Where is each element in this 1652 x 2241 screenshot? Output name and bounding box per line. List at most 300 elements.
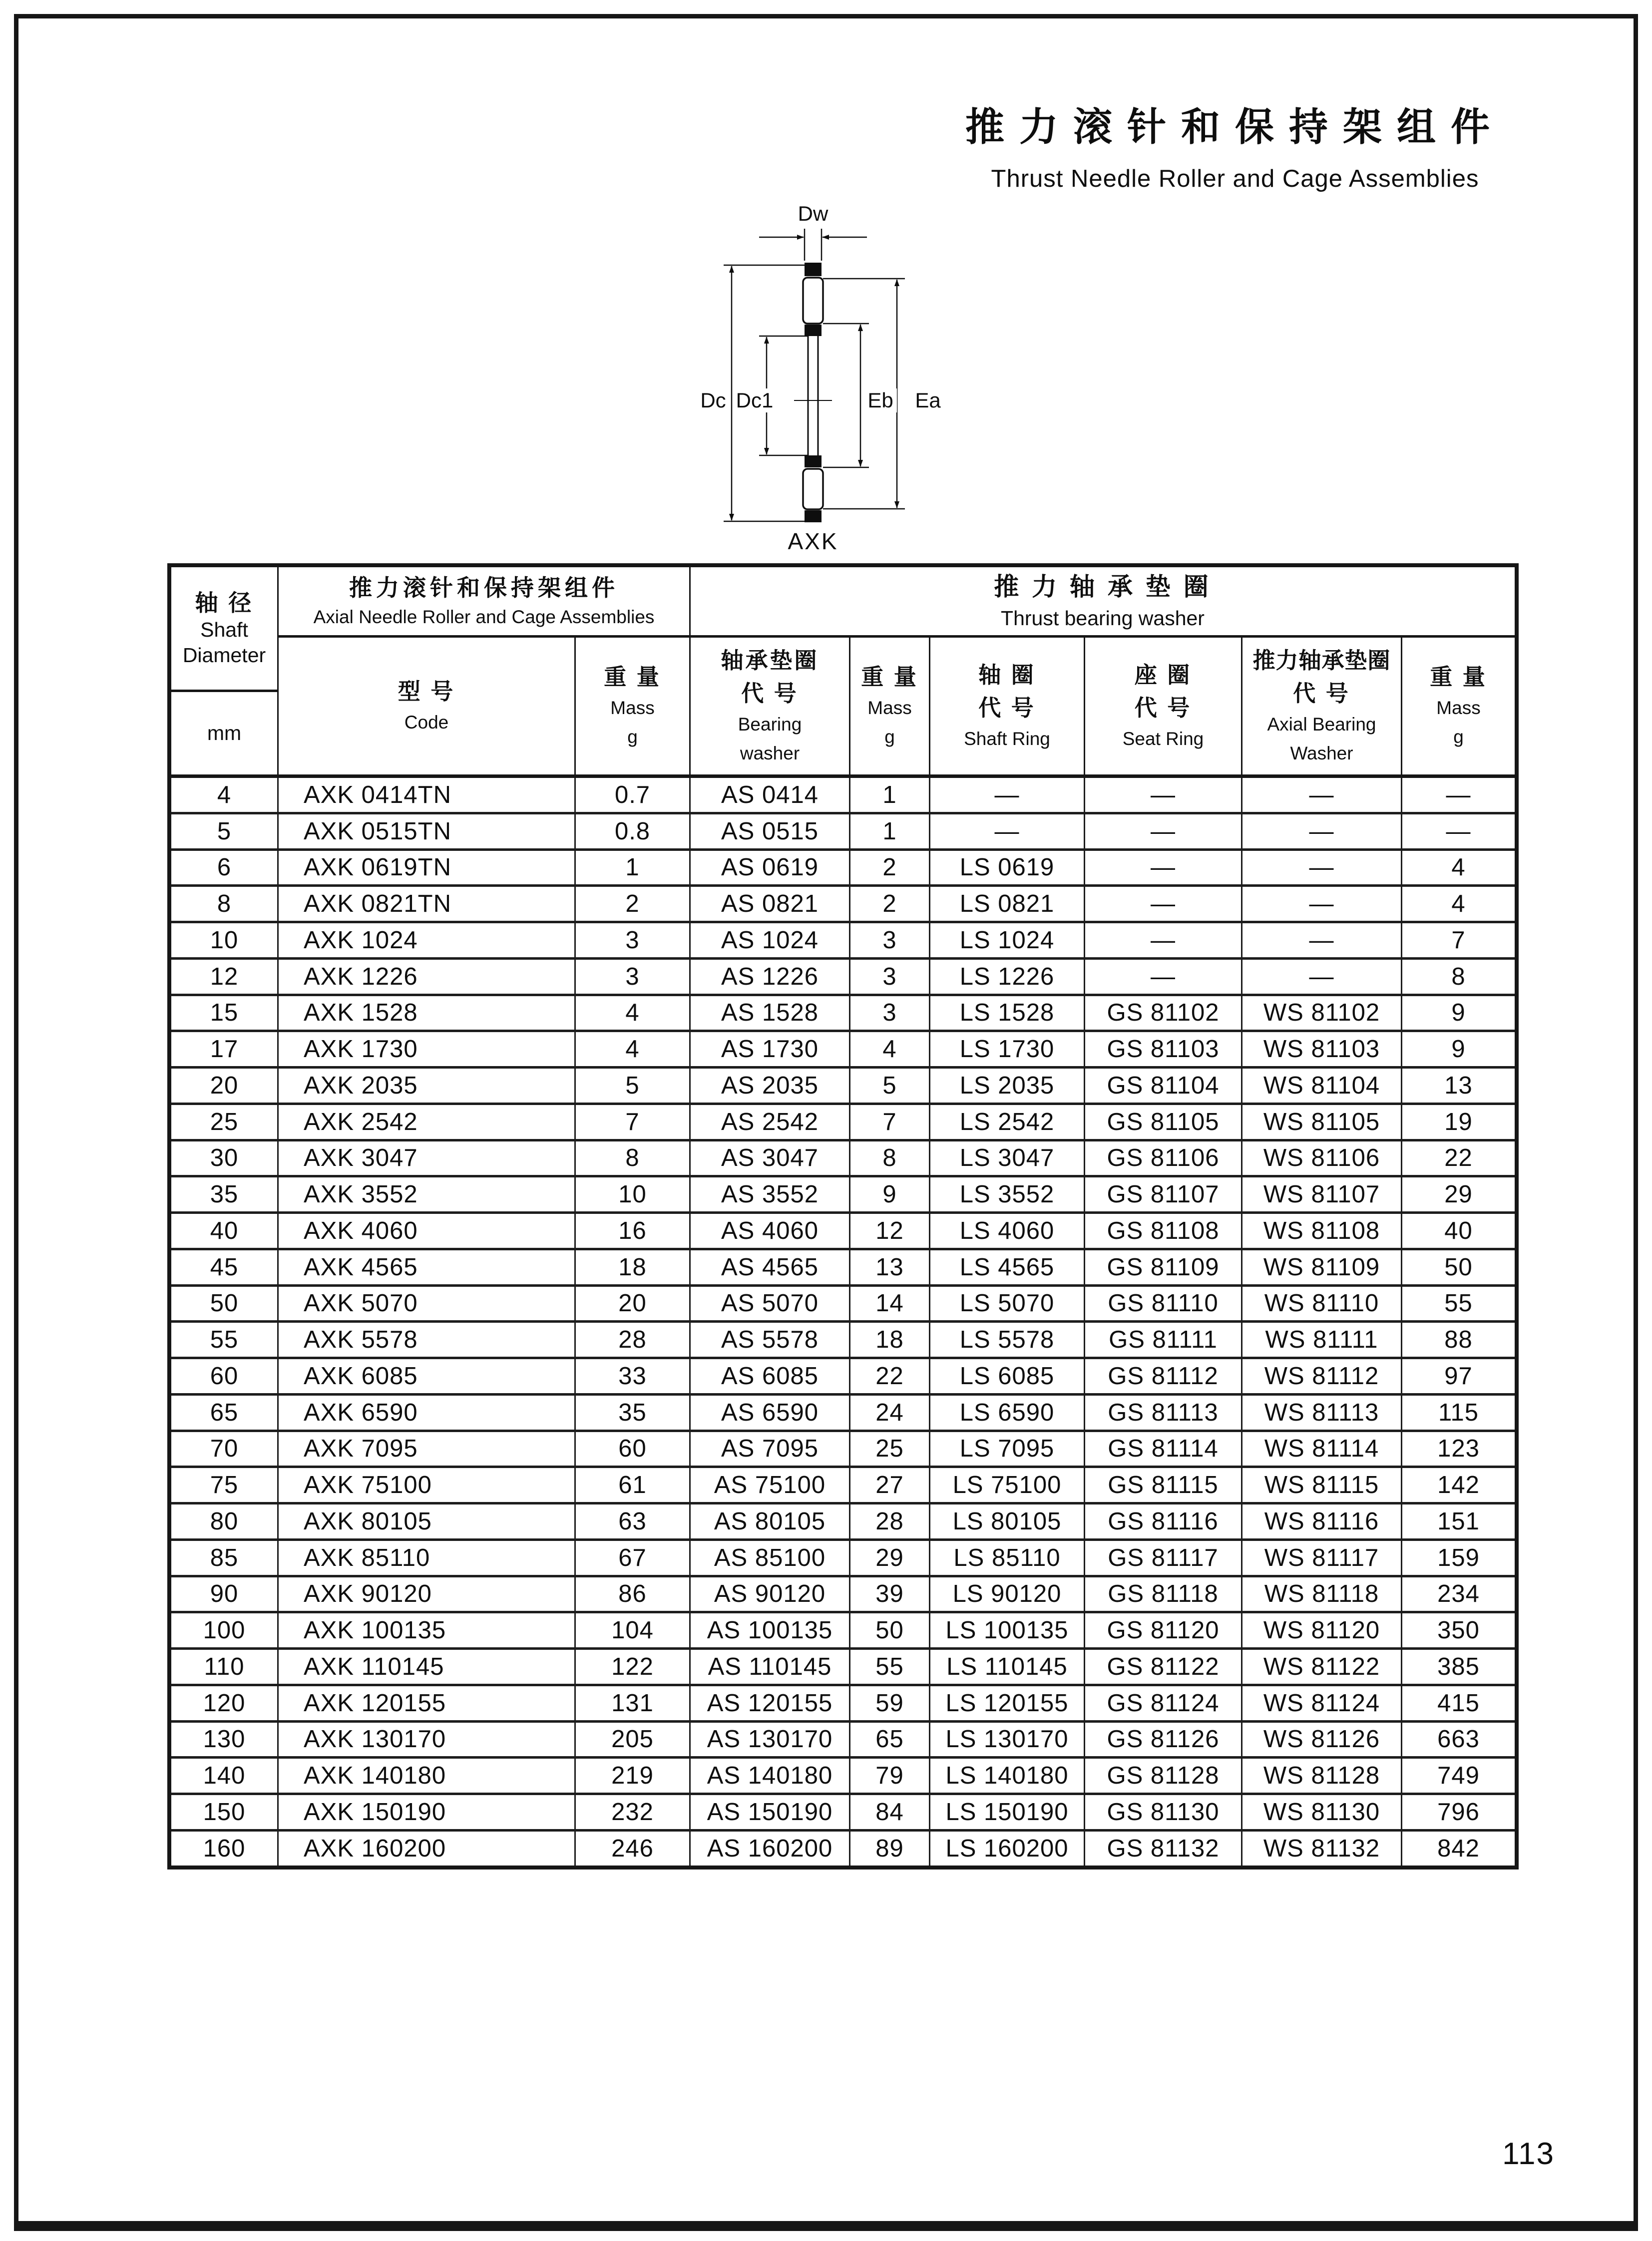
table-cell: LS 130170 bbox=[930, 1723, 1085, 1757]
table-cell: 50 bbox=[171, 1287, 279, 1321]
table-cell: AXK 0515TN bbox=[279, 814, 576, 848]
table-cell: WS 81122 bbox=[1242, 1650, 1402, 1684]
table-cell: AS 100135 bbox=[691, 1613, 850, 1647]
table-cell: GS 81109 bbox=[1085, 1250, 1242, 1284]
table-cell: 3 bbox=[576, 960, 691, 994]
table-cell: LS 1024 bbox=[930, 923, 1085, 957]
table-cell: WS 81109 bbox=[1242, 1250, 1402, 1284]
table-cell: AXK 90120 bbox=[279, 1577, 576, 1611]
table-cell: 70 bbox=[171, 1432, 279, 1466]
table-cell: 19 bbox=[1444, 1108, 1473, 1135]
bearing-cross-section-diagram bbox=[639, 200, 1024, 559]
header-mass-2 bbox=[850, 638, 930, 774]
table-cell: 205 bbox=[576, 1723, 691, 1757]
table-cell: 79 bbox=[850, 1759, 930, 1793]
table-cell: 4 bbox=[171, 778, 279, 812]
table-cell: AXK 3552 bbox=[279, 1177, 576, 1211]
table-row bbox=[171, 1468, 1515, 1504]
table-row bbox=[171, 1577, 1515, 1614]
table-row bbox=[171, 1686, 1515, 1723]
table-cell: AS 1024 bbox=[691, 923, 850, 957]
table-row bbox=[171, 923, 1515, 960]
table-cell: 151 bbox=[1437, 1507, 1480, 1535]
table-cell: 0.7 bbox=[576, 778, 691, 812]
table-cell: WS 81116 bbox=[1242, 1504, 1402, 1538]
header-group-washer-zh: 推 力 轴 承 垫 圈 bbox=[994, 573, 1212, 601]
dim-label-eb: Eb bbox=[867, 388, 893, 412]
table-cell: 130 bbox=[171, 1723, 279, 1757]
table-cell: 86 bbox=[576, 1577, 691, 1611]
table-cell: WS 81102 bbox=[1242, 996, 1402, 1030]
table-cell: 20 bbox=[576, 1287, 691, 1321]
table-cell: LS 0619 bbox=[930, 851, 1085, 885]
table-cell: AS 90120 bbox=[691, 1577, 850, 1611]
table-cell: AS 85100 bbox=[691, 1541, 850, 1575]
table-row bbox=[171, 1032, 1515, 1069]
table-row bbox=[171, 1795, 1515, 1832]
table-cell: 219 bbox=[576, 1759, 691, 1793]
table-row bbox=[171, 1214, 1515, 1250]
table-cell: AS 0414 bbox=[691, 778, 850, 812]
table-cell: AS 3047 bbox=[691, 1141, 850, 1175]
table-row bbox=[171, 1723, 1515, 1759]
table-cell: 140 bbox=[171, 1759, 279, 1793]
table-cell: LS 4060 bbox=[930, 1214, 1085, 1248]
table-cell: AS 0619 bbox=[691, 851, 850, 885]
table-cell: 3 bbox=[850, 996, 930, 1030]
table-cell: GS 81110 bbox=[1085, 1287, 1242, 1321]
table-cell: AXK 75100 bbox=[279, 1468, 576, 1502]
table-cell: GS 81118 bbox=[1085, 1577, 1242, 1611]
table-cell: AS 7095 bbox=[691, 1432, 850, 1466]
table-cell: LS 3552 bbox=[930, 1177, 1085, 1211]
table-cell: — bbox=[1446, 781, 1471, 808]
table-row bbox=[171, 1105, 1515, 1141]
table-cell: GS 81126 bbox=[1085, 1723, 1242, 1757]
table-cell: 14 bbox=[850, 1287, 930, 1321]
header-axw-en2: Washer bbox=[1290, 743, 1353, 764]
table-cell: 22 bbox=[850, 1359, 930, 1393]
table-cell: 90 bbox=[171, 1577, 279, 1611]
table-cell: AS 5578 bbox=[691, 1323, 850, 1357]
header-sr-zh1: 轴 圈 bbox=[978, 662, 1036, 688]
table-cell: 55 bbox=[850, 1650, 930, 1684]
table-cell: GS 81108 bbox=[1085, 1214, 1242, 1248]
table-cell: WS 81108 bbox=[1242, 1214, 1402, 1248]
table-row bbox=[171, 1432, 1515, 1469]
table-cell: 45 bbox=[171, 1250, 279, 1284]
table-cell: 1 bbox=[850, 814, 930, 848]
table-row bbox=[171, 996, 1515, 1033]
table-cell: 4 bbox=[850, 1032, 930, 1066]
table-cell: WS 81103 bbox=[1242, 1032, 1402, 1066]
table-cell: 89 bbox=[850, 1832, 930, 1866]
table-cell: LS 80105 bbox=[930, 1504, 1085, 1538]
header-group-cage-en: Axial Needle Roller and Cage Assemblies bbox=[313, 606, 655, 627]
header-group-cage-zh: 推力滚针和保持架组件 bbox=[349, 575, 619, 601]
table-cell: 35 bbox=[576, 1396, 691, 1430]
table-cell: AXK 85110 bbox=[279, 1541, 576, 1575]
table-cell: 3 bbox=[850, 960, 930, 994]
table-cell: WS 81113 bbox=[1242, 1396, 1402, 1430]
table-row bbox=[171, 1141, 1515, 1178]
table-cell: AXK 130170 bbox=[279, 1723, 576, 1757]
header-bw-en2: washer bbox=[740, 743, 800, 764]
table-cell: 85 bbox=[171, 1541, 279, 1575]
table-cell: LS 2542 bbox=[930, 1105, 1085, 1139]
table-cell: WS 81132 bbox=[1242, 1832, 1402, 1866]
table-cell: 150 bbox=[171, 1795, 279, 1829]
table-cell: GS 81128 bbox=[1085, 1759, 1242, 1793]
table-cell: WS 81104 bbox=[1242, 1069, 1402, 1103]
header-sr-zh2: 代 号 bbox=[978, 695, 1036, 721]
header-mass2-en: Mass bbox=[867, 698, 912, 719]
table-cell: 60 bbox=[171, 1359, 279, 1393]
table-cell: LS 110145 bbox=[930, 1650, 1085, 1684]
header-shaft-unit bbox=[171, 692, 279, 774]
table-cell: 4 bbox=[1451, 890, 1466, 918]
table-row bbox=[171, 1832, 1515, 1866]
table-cell: 7 bbox=[576, 1105, 691, 1139]
table-cell: 50 bbox=[850, 1613, 930, 1647]
table-cell: 40 bbox=[1444, 1217, 1473, 1244]
table-cell: AXK 5578 bbox=[279, 1323, 576, 1357]
header-axw-zh1: 推力轴承垫圈 bbox=[1252, 647, 1391, 673]
table-cell: GS 81105 bbox=[1085, 1105, 1242, 1139]
table-cell: WS 81120 bbox=[1242, 1613, 1402, 1647]
header-mass1-unit: g bbox=[627, 727, 638, 747]
dim-label-ea: Ea bbox=[915, 388, 941, 412]
table-row bbox=[171, 887, 1515, 923]
table-row bbox=[171, 1359, 1515, 1396]
table-cell: — bbox=[1242, 814, 1402, 848]
table-cell: 4 bbox=[576, 996, 691, 1030]
table-cell: 0.8 bbox=[576, 814, 691, 848]
table-cell: WS 81130 bbox=[1242, 1795, 1402, 1829]
table-cell: WS 81118 bbox=[1242, 1577, 1402, 1611]
table-cell: 59 bbox=[850, 1686, 930, 1720]
table-cell: AS 4060 bbox=[691, 1214, 850, 1248]
table-cell: 232 bbox=[576, 1795, 691, 1829]
table-cell: AXK 80105 bbox=[279, 1504, 576, 1538]
table-cell: AXK 0821TN bbox=[279, 887, 576, 921]
table-cell: 29 bbox=[850, 1541, 930, 1575]
table-cell: LS 0821 bbox=[930, 887, 1085, 921]
table-cell: 35 bbox=[171, 1177, 279, 1211]
table-cell: — bbox=[1242, 851, 1402, 885]
header-mass1-zh: 重 量 bbox=[604, 664, 661, 690]
table-cell: 2 bbox=[576, 887, 691, 921]
table-cell: 842 bbox=[1437, 1835, 1480, 1862]
table-cell: 28 bbox=[850, 1504, 930, 1538]
table-cell: GS 81113 bbox=[1085, 1396, 1242, 1430]
table-cell: AS 0515 bbox=[691, 814, 850, 848]
table-cell: 234 bbox=[1437, 1580, 1480, 1608]
table-cell: 12 bbox=[171, 960, 279, 994]
header-group-cage-assemblies bbox=[279, 567, 691, 638]
table-cell: GS 81106 bbox=[1085, 1141, 1242, 1175]
header-mass1-en: Mass bbox=[610, 698, 655, 719]
table-cell: AS 3552 bbox=[691, 1177, 850, 1211]
dim-label-dw: Dw bbox=[798, 202, 828, 225]
table-cell: LS 4565 bbox=[930, 1250, 1085, 1284]
table-cell: — bbox=[930, 814, 1085, 848]
table-row bbox=[171, 1759, 1515, 1795]
table-cell: AXK 160200 bbox=[279, 1832, 576, 1866]
table-cell: AS 2542 bbox=[691, 1105, 850, 1139]
diagram-svg bbox=[639, 200, 1024, 559]
header-mass3-zh: 重 量 bbox=[1430, 664, 1487, 690]
dim-label-dc1: Dc1 bbox=[736, 388, 774, 412]
table-cell: — bbox=[1446, 817, 1471, 845]
header-shaft-en2: Diameter bbox=[182, 644, 266, 667]
table-cell: AXK 2542 bbox=[279, 1105, 576, 1139]
header-bw-en1: Bearing bbox=[738, 714, 802, 735]
table-cell: 159 bbox=[1437, 1544, 1480, 1571]
table-cell: 88 bbox=[1444, 1326, 1473, 1354]
table-cell: 33 bbox=[576, 1359, 691, 1393]
table-cell: GS 81114 bbox=[1085, 1432, 1242, 1466]
table-cell: LS 140180 bbox=[930, 1759, 1085, 1793]
table-cell: 24 bbox=[850, 1396, 930, 1430]
table-cell: AS 75100 bbox=[691, 1468, 850, 1502]
table-cell: 13 bbox=[850, 1250, 930, 1284]
table-cell: 3 bbox=[576, 923, 691, 957]
table-cell: GS 81111 bbox=[1085, 1323, 1242, 1357]
table-cell: LS 1730 bbox=[930, 1032, 1085, 1066]
table-cell: WS 81115 bbox=[1242, 1468, 1402, 1502]
table-cell: 2 bbox=[850, 851, 930, 885]
table-cell: 15 bbox=[171, 996, 279, 1030]
table-cell: 97 bbox=[1444, 1362, 1473, 1390]
header-group-thrust-washer bbox=[691, 567, 1515, 638]
table-row bbox=[171, 960, 1515, 996]
page-number: 113 bbox=[1502, 2137, 1555, 2171]
table-cell: 110 bbox=[171, 1650, 279, 1684]
table-cell: 10 bbox=[576, 1177, 691, 1211]
table-cell: — bbox=[1242, 778, 1402, 812]
header-bw-zh1: 轴承垫圈 bbox=[721, 647, 819, 673]
table-cell: GS 81122 bbox=[1085, 1650, 1242, 1684]
table-cell: 16 bbox=[576, 1214, 691, 1248]
table-cell: WS 81112 bbox=[1242, 1359, 1402, 1393]
header-shaft-diameter bbox=[171, 567, 279, 692]
table-cell: 120 bbox=[171, 1686, 279, 1720]
header-mass2-zh: 重 量 bbox=[861, 664, 918, 690]
table-cell: AXK 2035 bbox=[279, 1069, 576, 1103]
table-cell: AS 1730 bbox=[691, 1032, 850, 1066]
header-seat-ring bbox=[1085, 638, 1242, 774]
table-cell: AS 6085 bbox=[691, 1359, 850, 1393]
table-cell: LS 1226 bbox=[930, 960, 1085, 994]
table-cell: 385 bbox=[1437, 1653, 1480, 1680]
header-code bbox=[279, 638, 576, 774]
table-header bbox=[171, 567, 1515, 778]
header-group-washer-en: Thrust bearing washer bbox=[1001, 606, 1205, 630]
table-cell: 63 bbox=[576, 1504, 691, 1538]
table-cell: 17 bbox=[171, 1032, 279, 1066]
table-cell: GS 81115 bbox=[1085, 1468, 1242, 1502]
table-cell: 1 bbox=[576, 851, 691, 885]
table-cell: 40 bbox=[171, 1214, 279, 1248]
table-cell: LS 5070 bbox=[930, 1287, 1085, 1321]
table-cell: AXK 1730 bbox=[279, 1032, 576, 1066]
table-cell: — bbox=[930, 778, 1085, 812]
table-cell: 10 bbox=[171, 923, 279, 957]
table-row bbox=[171, 851, 1515, 887]
table-cell: AS 150190 bbox=[691, 1795, 850, 1829]
table-cell: AS 130170 bbox=[691, 1723, 850, 1757]
table-cell: 8 bbox=[576, 1141, 691, 1175]
table-cell: AXK 6085 bbox=[279, 1359, 576, 1393]
table-cell: AS 120155 bbox=[691, 1686, 850, 1720]
table-cell: LS 85110 bbox=[930, 1541, 1085, 1575]
table-cell: — bbox=[1085, 851, 1242, 885]
table-cell: 50 bbox=[1444, 1253, 1473, 1281]
table-cell: 55 bbox=[171, 1323, 279, 1357]
table-cell: 1 bbox=[850, 778, 930, 812]
table-row bbox=[171, 1177, 1515, 1214]
table-cell: 67 bbox=[576, 1541, 691, 1575]
table-cell: 55 bbox=[1444, 1290, 1473, 1317]
table-cell: LS 7095 bbox=[930, 1432, 1085, 1466]
header-seat-en: Seat Ring bbox=[1122, 729, 1204, 749]
table-cell: AS 80105 bbox=[691, 1504, 850, 1538]
table-cell: AXK 3047 bbox=[279, 1141, 576, 1175]
header-mass3-unit: g bbox=[1453, 727, 1464, 747]
table-row bbox=[171, 1650, 1515, 1686]
header-axial-bearing-washer bbox=[1242, 638, 1402, 774]
table-cell: — bbox=[1242, 960, 1402, 994]
header-axw-en1: Axial Bearing bbox=[1267, 714, 1376, 735]
table-cell: 246 bbox=[576, 1832, 691, 1866]
header-code-zh: 型 号 bbox=[398, 678, 455, 704]
table-cell: 415 bbox=[1437, 1689, 1480, 1717]
table-cell: 100 bbox=[171, 1613, 279, 1647]
table-cell: AXK 110145 bbox=[279, 1650, 576, 1684]
table-cell: GS 81107 bbox=[1085, 1177, 1242, 1211]
table-cell: — bbox=[1085, 887, 1242, 921]
table-cell: AS 110145 bbox=[691, 1650, 850, 1684]
table-cell: 663 bbox=[1437, 1726, 1480, 1753]
table-cell: AS 160200 bbox=[691, 1832, 850, 1866]
table-cell: AXK 1024 bbox=[279, 923, 576, 957]
table-cell: GS 81132 bbox=[1085, 1832, 1242, 1866]
table-row bbox=[171, 1396, 1515, 1432]
table-cell: AS 6590 bbox=[691, 1396, 850, 1430]
table-cell: 25 bbox=[171, 1105, 279, 1139]
table-cell: WS 81106 bbox=[1242, 1141, 1402, 1175]
table-cell: — bbox=[1085, 960, 1242, 994]
table-cell: LS 120155 bbox=[930, 1686, 1085, 1720]
table-cell: LS 75100 bbox=[930, 1468, 1085, 1502]
table-cell: WS 81111 bbox=[1242, 1323, 1402, 1357]
header-seat-zh1: 座 圈 bbox=[1134, 662, 1192, 688]
table-cell: LS 6590 bbox=[930, 1396, 1085, 1430]
table-cell: GS 81116 bbox=[1085, 1504, 1242, 1538]
table-cell: LS 90120 bbox=[930, 1577, 1085, 1611]
table-cell: 20 bbox=[171, 1069, 279, 1103]
table-cell: GS 81124 bbox=[1085, 1686, 1242, 1720]
table-cell: AXK 5070 bbox=[279, 1287, 576, 1321]
table-cell: 115 bbox=[1438, 1399, 1479, 1426]
table-body bbox=[171, 778, 1515, 1866]
table-cell: 142 bbox=[1437, 1472, 1480, 1499]
table-cell: 18 bbox=[576, 1250, 691, 1284]
table-cell: 350 bbox=[1437, 1617, 1480, 1644]
header-shaft-ring bbox=[930, 638, 1085, 774]
table-row bbox=[171, 1541, 1515, 1577]
header-mass-1 bbox=[576, 638, 691, 774]
table-cell: AXK 0619TN bbox=[279, 851, 576, 885]
table-cell: 122 bbox=[576, 1650, 691, 1684]
table-cell: 30 bbox=[171, 1141, 279, 1175]
table-cell: AXK 7095 bbox=[279, 1432, 576, 1466]
diagram-caption: AXK bbox=[788, 528, 838, 554]
table-cell: 9 bbox=[1451, 999, 1466, 1027]
table-cell: GS 81102 bbox=[1085, 996, 1242, 1030]
table-row bbox=[171, 1287, 1515, 1323]
table-cell: LS 3047 bbox=[930, 1141, 1085, 1175]
table-row bbox=[171, 1504, 1515, 1541]
table-cell: 6 bbox=[171, 851, 279, 885]
table-cell: 123 bbox=[1437, 1435, 1480, 1463]
table-cell: GS 81104 bbox=[1085, 1069, 1242, 1103]
table-cell: GS 81130 bbox=[1085, 1795, 1242, 1829]
table-cell: AXK 150190 bbox=[279, 1795, 576, 1829]
table-cell: 5 bbox=[850, 1069, 930, 1103]
table-cell: AXK 4060 bbox=[279, 1214, 576, 1248]
table-cell: LS 100135 bbox=[930, 1613, 1085, 1647]
table-cell: GS 81103 bbox=[1085, 1032, 1242, 1066]
table-cell: AXK 140180 bbox=[279, 1759, 576, 1793]
table-cell: AXK 100135 bbox=[279, 1613, 576, 1647]
header-shaft-mm: mm bbox=[207, 721, 242, 745]
table-cell: WS 81110 bbox=[1242, 1287, 1402, 1321]
table-cell: 4 bbox=[1451, 854, 1466, 881]
header-axw-zh2: 代 号 bbox=[1293, 680, 1350, 706]
header-seat-zh2: 代 号 bbox=[1134, 695, 1192, 721]
table-cell: AXK 120155 bbox=[279, 1686, 576, 1720]
table-cell: WS 81128 bbox=[1242, 1759, 1402, 1793]
table-cell: AXK 4565 bbox=[279, 1250, 576, 1284]
table-cell: 5 bbox=[576, 1069, 691, 1103]
table-row bbox=[171, 814, 1515, 851]
table-cell: WS 81105 bbox=[1242, 1105, 1402, 1139]
table-cell: 27 bbox=[850, 1468, 930, 1502]
table-cell: AS 4565 bbox=[691, 1250, 850, 1284]
header-shaft-zh: 轴 径 bbox=[195, 589, 254, 616]
table-cell: WS 81124 bbox=[1242, 1686, 1402, 1720]
table-cell: 5 bbox=[171, 814, 279, 848]
table-cell: 84 bbox=[850, 1795, 930, 1829]
table-cell: LS 160200 bbox=[930, 1832, 1085, 1866]
table-row bbox=[171, 1323, 1515, 1359]
table-cell: 2 bbox=[850, 887, 930, 921]
table-cell: AS 0821 bbox=[691, 887, 850, 921]
table-cell: 65 bbox=[171, 1396, 279, 1430]
table-cell: 3 bbox=[850, 923, 930, 957]
table-cell: LS 1528 bbox=[930, 996, 1085, 1030]
header-bearing-washer bbox=[691, 638, 850, 774]
table-cell: AS 5070 bbox=[691, 1287, 850, 1321]
page-title-chinese: 推力滚针和保持架组件 bbox=[965, 105, 1505, 149]
table-cell: 25 bbox=[850, 1432, 930, 1466]
table-cell: LS 5578 bbox=[930, 1323, 1085, 1357]
table-cell: 18 bbox=[850, 1323, 930, 1357]
table-cell: LS 6085 bbox=[930, 1359, 1085, 1393]
table-cell: — bbox=[1242, 923, 1402, 957]
